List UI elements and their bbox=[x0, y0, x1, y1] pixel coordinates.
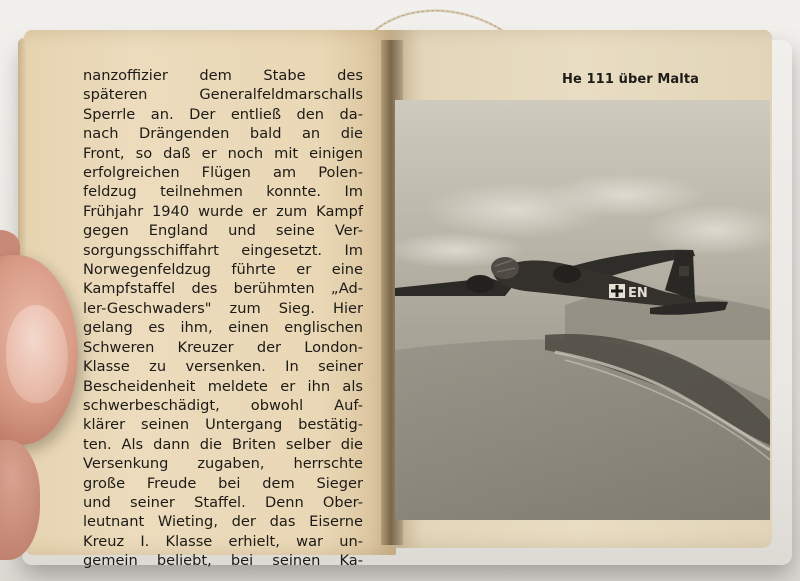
text-line: Versenkung zugaben, herrschte bbox=[83, 455, 363, 473]
text-line: gemein beliebt, bei seinen Ka- bbox=[83, 552, 363, 570]
text-line: späteren Generalfeldmarschalls bbox=[83, 86, 363, 104]
text-line: klärer seinen Untergang bestätig- bbox=[83, 416, 363, 434]
text-line: feldzug teilnehmen konnte. Im bbox=[83, 183, 363, 201]
page-body-text bbox=[83, 66, 363, 571]
text-line: nach Drängenden bald an die bbox=[83, 125, 363, 143]
text-line: Kampfstaffel des berühmten „Ad- bbox=[83, 280, 363, 298]
text-line: leutnant Wieting, der das Eiserne bbox=[83, 513, 363, 531]
svg-text:EN: EN bbox=[628, 286, 648, 301]
text-line: gegen England und seine Ver- bbox=[83, 222, 363, 240]
text-line: und seiner Staffel. Denn Ober- bbox=[83, 493, 363, 511]
text-line: ten. Als dann die Briten selber die bbox=[83, 435, 363, 453]
text-line: Norwegenfeldzug führte er eine bbox=[83, 261, 363, 279]
text-line: Sperrle an. Der entließ den da- bbox=[83, 105, 363, 123]
text-line: Kreuz I. Klasse erhielt, war un- bbox=[83, 532, 363, 550]
photo-caption: He 111 über Malta bbox=[562, 72, 700, 87]
text-line: schwerbeschädigt, obwohl Auf- bbox=[83, 396, 363, 414]
text-line: Bescheidenheit meldete er ihn als bbox=[83, 377, 363, 395]
text-line: große Freude bei dem Sieger bbox=[83, 474, 363, 492]
text-line: Frühjahr 1940 wurde er zum Kampf bbox=[83, 202, 363, 220]
text-line: ler-Geschwaders" zum Sieg. Hier bbox=[83, 299, 363, 317]
text-line: Schweren Kreuzer der London- bbox=[83, 338, 363, 356]
text-line: nanzoffizier dem Stabe des bbox=[83, 67, 363, 84]
text-line: Klasse zu versenken. In seiner bbox=[83, 358, 363, 376]
text-line: sorgungsschiffahrt eingesetzt. Im bbox=[83, 241, 363, 259]
text-line: gelang es ihm, einen englischen bbox=[83, 319, 363, 337]
aircraft-photo bbox=[395, 100, 770, 520]
text-line: erfolgreichen Flügen am Polen- bbox=[83, 164, 363, 182]
thumbnail bbox=[6, 305, 68, 403]
text-line: Front, so daß er noch mit einigen bbox=[83, 144, 363, 162]
